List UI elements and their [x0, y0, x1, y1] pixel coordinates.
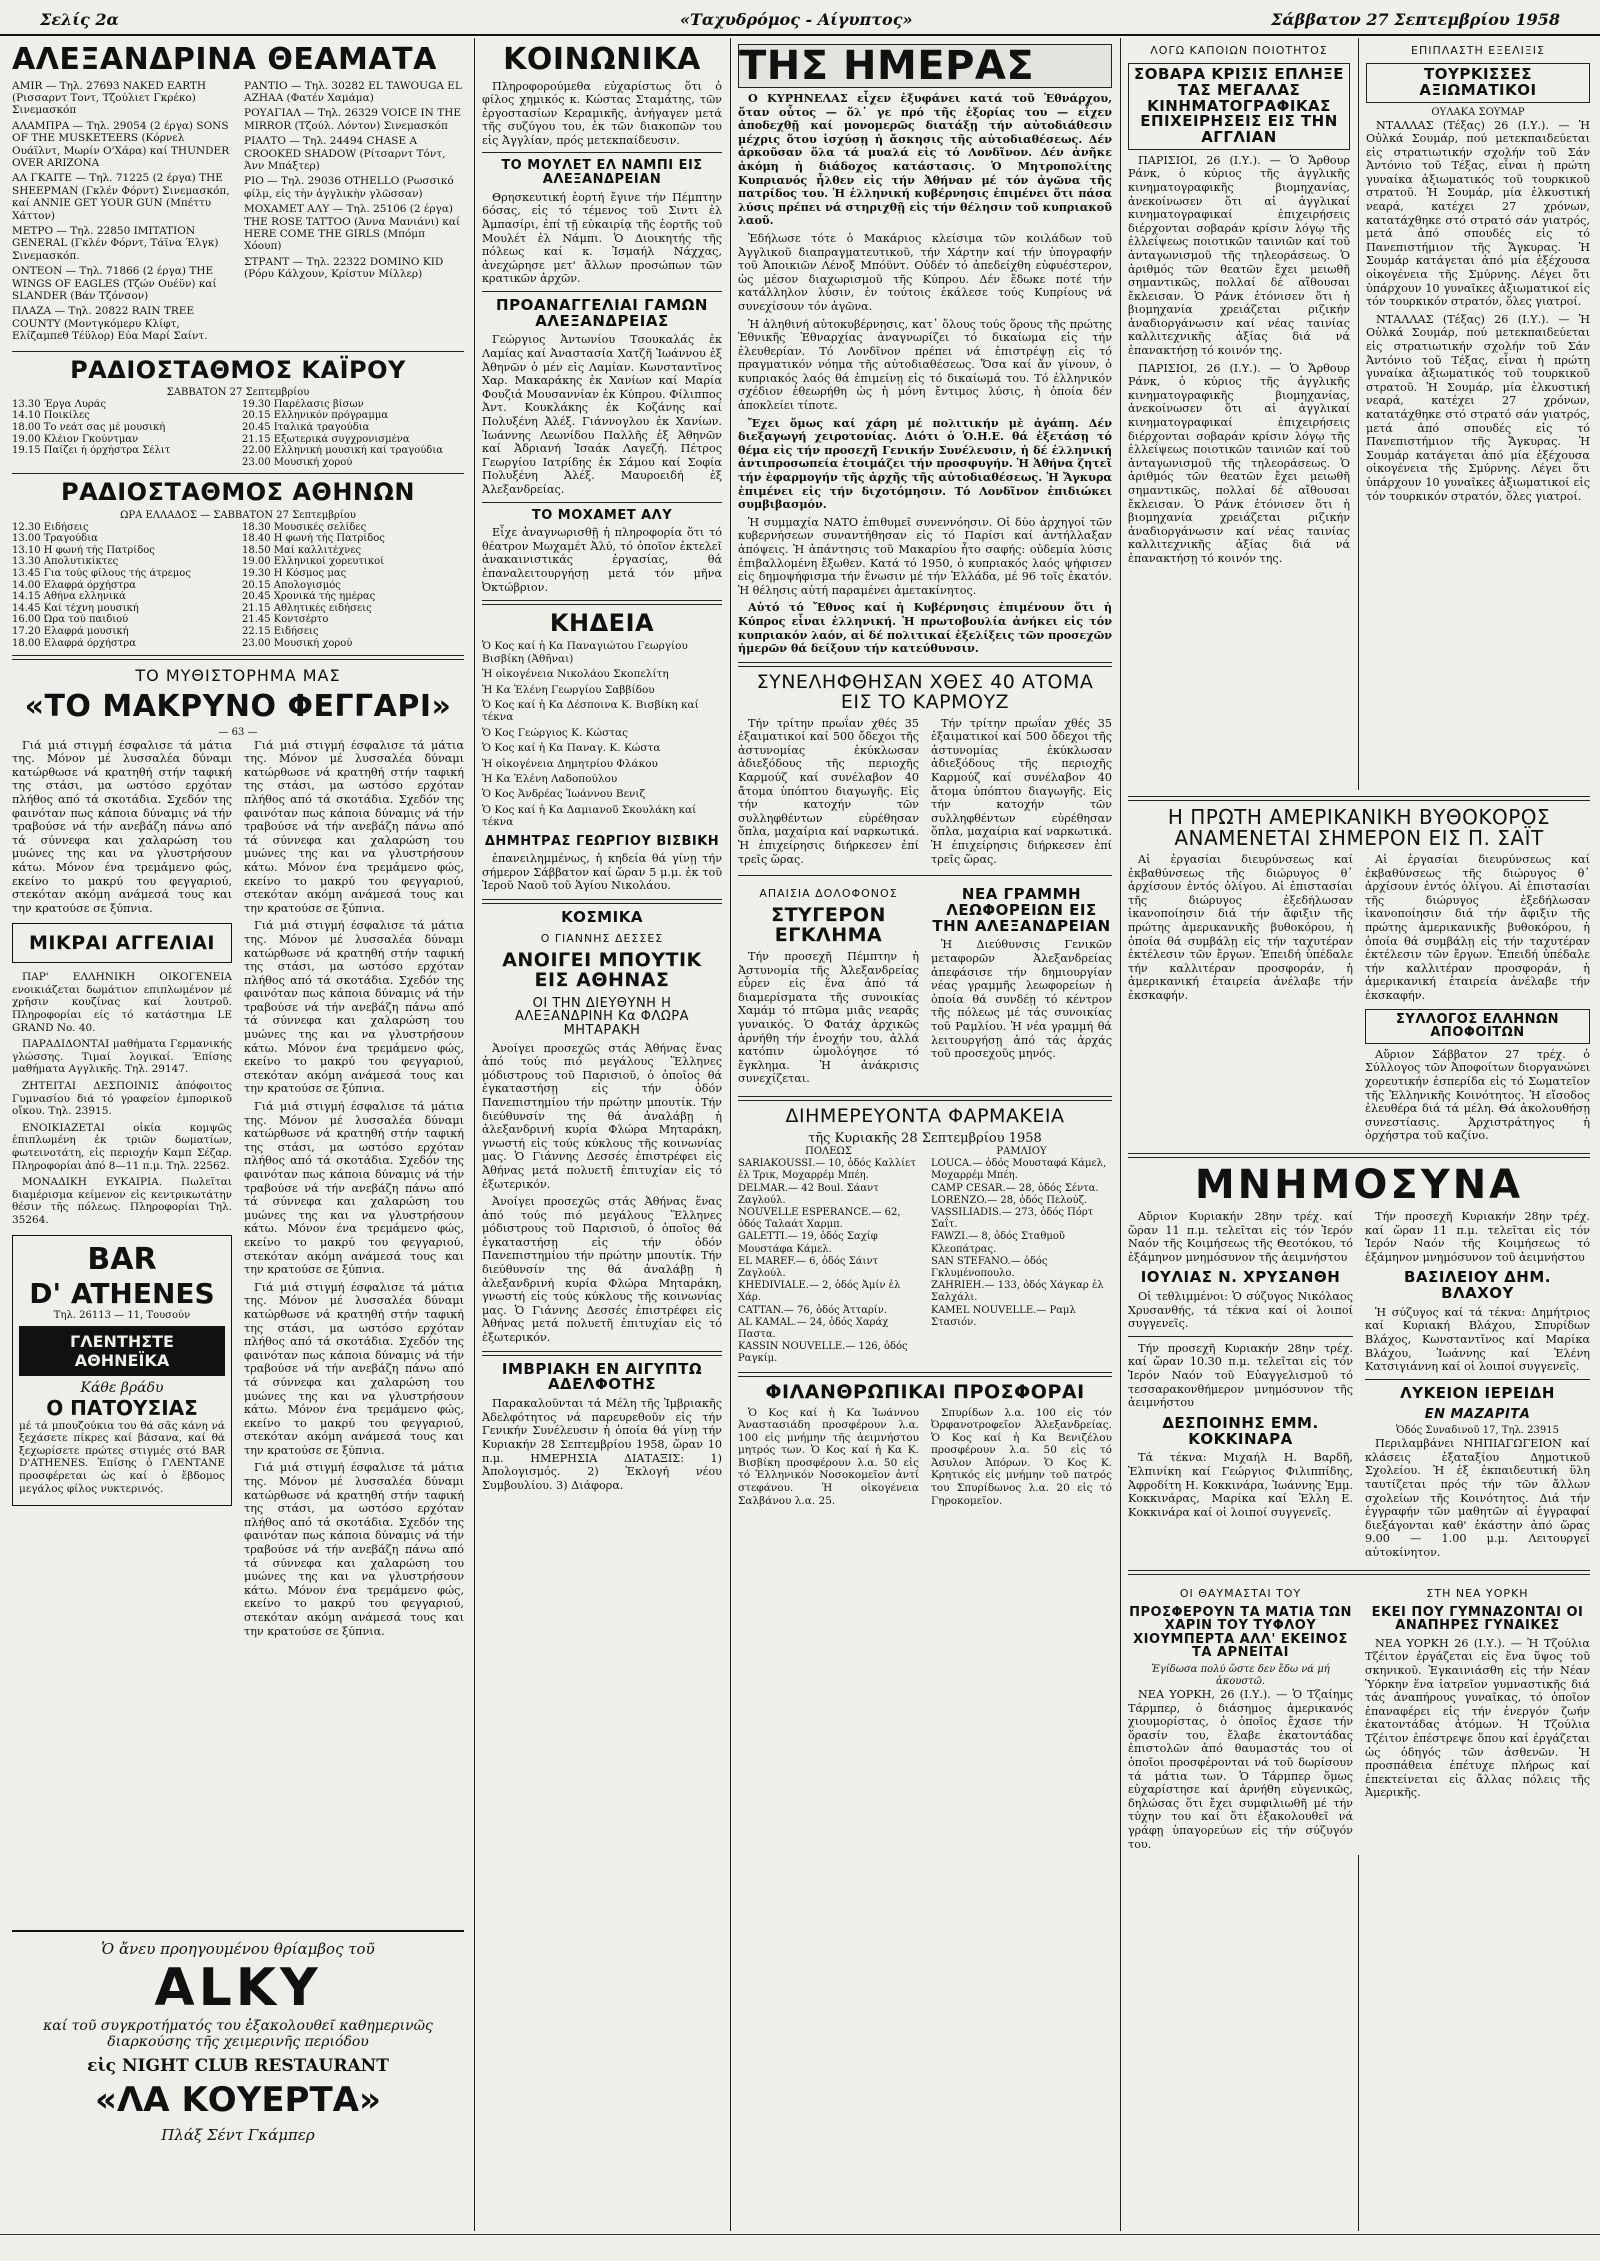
schedule-item: 13.00 Τραγούδια — [12, 533, 98, 545]
busline-title: ΝΕΑ ΓΡΑΜΜΗ ΛΕΩΦΟΡΕΙΩΝ ΕΙΣ ΤΗΝ ΑΛΕΞΑΝΔΡΕΙΑΝ — [932, 885, 1111, 935]
classifieds-box — [12, 923, 232, 963]
novel-title: «ΤΟ ΜΑΚΡΥΝΟ ΦΕΓΓΑΡΙ» — [24, 689, 452, 725]
memorial-name: ΙΟΥΛΙΑΣ Ν. ΧΡΥΣΑΝΘΗ — [1140, 1268, 1341, 1287]
cinema-listing: ΑΛ ΓΚΑΙΤΕ — Τηλ. 71225 (2 έργα) THE SHEEPMAN (Γκλέν Φόρντ) Σινεμασκόπ, καί ANNIE GET YOUR GUN (Μπέττυ Χάττον) — [12, 172, 230, 222]
radio-athens-title: ΡΑΔΙΟΣΤΑΘΜΟΣ ΑΘΗΝΩΝ — [61, 478, 415, 507]
schedule-item: 14.15 Αθήνα ελληνικά — [12, 591, 126, 603]
pharmacies-heading: ΠΟΛΕΩΣ — [805, 1145, 852, 1157]
novel-text-continued: Γιά μιά στιγμή έσφαλισε τά μάτια της. Μόνον μέ λυσσαλέα δύναμι κατώρθωσε νά κρατηθή στήν ταφική της στάσι, μα ωστόσο ερχόταν πλήθος από τά σκοτάδια. Σχεδόν της φαινόταν πως κάποια δύναμις νά τήν τραβούσε νά τήν ανεβάζη πάνω από τά σύννεφα και χαλαρώση του μυώνες της και να γλυστρήσουν κάτω. Μόνον ένα τρεμάμενο φώς, εκείνο το μακρύ του φεγγαριού, στεκόταν ακόμη ανάμεσά τους και την κρατούσε σε ξύπνια. — [244, 919, 464, 1096]
officers-text: ΝΤΑΛΛΑΣ (Τέξας) 26 (Ι.Υ.). — Ἡ Οὐλκά Σουμάρ, πού μετεκπαιδεύεται εἰς στρατιωτικήν σχολήν τοῦ Σάν Ἀντόνιο τοῦ Τέξας, εἶναι ἡ πρώτη γυναίκα ἀξιωματικός τοῦ τουρκικοῦ στρατοῦ. Ἡ Σουμάρ, μία ἐλκυστική νεαρά, κατέχει 27 χρόνων, κατατάχθηκε στό στρατό σάν γιατρός, μετά ἀπό σπουδές εἰς τό Πανεπιστήμιον τῆς Ἄγκυρας. Ἡ Σουμάρ κατάγεται ἀπό μία ἐξέχουσα οἰκογένεια τῆς Σμύρνης. Λέγει ὅτι ὑπάρχουν 10 γυναῖκες ἀξιωματικοί εἰς τόν τουρκικόν στρατόν, ὅλες γιατροί. — [1366, 312, 1590, 503]
society-title: ΚΟΣΜΙΚΑ — [561, 908, 643, 927]
schedule-item: 20.15 Ελληνικόν πρόγραμμα — [242, 410, 389, 422]
dessis-text: Ἀνοίγει προσεχῶς στάς Ἀθήνας ἕνας ἀπό τούς πιό μεγάλους Ἕλληνες μόδιστρους τοῦ Παρισιοῦ, ὁ ὁποῖος θά ἐγκαταστήσῃ εἰς τήν ὁδόν Πανεπιστημίου τήν πρώτην μπουτίκ. Τήν διεύθυνσίν της θά ἀναλάβῃ ἡ ἀλεξανδρινή κυρία Φλώρα Μηταράκη, γνωστή εἰς τούς κύκλους τῆς κοινωνίας μας. Ὁ Γιάννης Δεσσές ἐπιστρέφει εἰς Ἀθήνας μετά πολυετῆ ἐπιτυχίαν εἰς τό ἐξωτερικόν. — [482, 1041, 722, 1191]
schedule-item: 20.15 Απολογισμός — [242, 579, 341, 591]
cinema-listing: ΜΟΧΑΜΕΤ ΑΛΥ — Τηλ. 25106 (2 έργα) THE ROSE TATTOO (Άννα Μανιάνι) καί HERE COME THE GIRLS (Μπόμπ Χόουπ) — [244, 203, 461, 253]
officers-subtitle: ΟΥΛΑΚΑ ΣΟΥΜΑΡ — [1431, 106, 1525, 118]
imvrian-title: ΙΜΒΡΙΑΚΗ ΕΝ ΑΙΓΥΠΤΩ ΑΔΕΛΦΟΤΗΣ — [501, 1359, 703, 1394]
pharmacy: CATTAN.— 76, ὁδός Ἀτταρίν. — [738, 1304, 888, 1316]
pharmacy: SAN STEFANO.— ὁδός Γκλυμένοπουλο. — [931, 1255, 1048, 1279]
schedule-item: 18.30 Μουσικές σελίδες — [242, 521, 367, 533]
crisis-title: ΣΟΒΑΡΑ ΚΡΙΣΙΣ ΕΠΛΗΞΕ ΤΑΣ ΜΕΓΑΛΑΣ ΚΙΝΗΜΑΤΟΓΡΑΦΙΚΑΣ ΕΠΙΧΕΙΡΗΣΕΙΣ ΕΙΣ ΤΗΝ ΑΓΓΛΙΑΝ — [1128, 63, 1350, 150]
cinema-listing: ΟΝΤΕΟΝ — Τηλ. 71866 (2 έργα) THE WINGS OF EAGLES (Τζών Ουέϋν) καί SLANDER (Βάν Τζόνσον) — [12, 265, 217, 302]
charity-title: ΦΙΛΑΝΘΡΩΠΙΚΑΙ ΠΡΟΣΦΟΡΑΙ — [765, 1380, 1085, 1403]
novel-text-continued: Γιά μιά στιγμή έσφαλισε τά μάτια της. Μόνον μέ λυσσαλέα δύναμι κατώρθωσε νά κρατηθή στήν ταφική της στάσι, μα ωστόσο ερχόταν πλήθος από τά σκοτάδια. Σχεδόν της φαινόταν πως κάποια δύναμις νά τήν τραβούσε νά τήν ανεβάζη πάνω από τά σύννεφα και χαλαρώση του μυώνες της και να γλυστρήσουν κάτω. Μόνον ένα τρεμάμενο φώς, εκείνο το μακρύ του φεγγαριού, στεκόταν ακόμη ανάμεσά τους και την κρατούσε σε ξύπνια. — [244, 1461, 464, 1638]
pharmacy: FAWZI.— 8, ὁδός Σταθμοῦ Κλεοπάτρας. — [931, 1231, 1065, 1255]
schedule-item: 13.30 Έργα Λυράς — [12, 398, 107, 410]
charity-body — [738, 1407, 1112, 1512]
column-entertainment — [12, 38, 464, 2231]
funeral-name: ΔΗΜΗΤΡΑΣ ΓΕΩΡΓΙΟΥ ΒΙΣΒΙΚΗ — [484, 833, 720, 849]
pharmacy: LOUCA.— ὁδός Μουσταφά Κάμελ, Μοχαρρέμ Μπέη. — [931, 1158, 1107, 1182]
alumni-text: Αὔριον Σάββατον 27 τρέχ. ὁ Σύλλογος τῶν Ἀποφοίτων διοργανώνει χορευτικήν ἑσπερίδα εἰς τό Σωματεῖον τῆς Ἑλληνικῆς Κοινότητος. Ἡ εἴσοδος ἐλευθέρα διά τά μέλη. Θά ἀκολουθήσῃ συνεστίασις. Ἀρχιστράτηγος ἡ ὀρχήστρα τοῦ καζίνο. — [1365, 1047, 1590, 1143]
ad-line: εἰς NIGHT CLUB RESTAURANT — [87, 2056, 389, 2076]
editorial-text: Ἡ συμμαχία ΝΑΤΟ ἐπιθυμεῖ συνεννόησιν. Οἱ δύο ἀρχηγοί τῶν κυβερνήσεων συναντήθησαν εἰς τό Παρίσι καί ἀντήλλαξαν ἀπόψεις. Ἡ ἀπάντησις τοῦ Μακαρίου ἦτο σαφής: οὐδεμία λύσις ἐπιβαλλομένη ἔξωθεν. Κατά τό 1950, ὁ κυπριακός λαός ψήφισεν εἰς δημοψήφισμα τήν ἕνωσιν μέ τήν Ἑλλάδα, μέ 96 τοῖς ἑκατόν. Ἡ θέλησις αὐτή παραμένει ἀμετακίνητος. — [738, 515, 1112, 597]
schedule-item: 18.50 Μαί καλλιτέχνες — [242, 544, 362, 556]
pharmacy: GALETTI.— 19, ὁδός Σαχίφ Μουστάφα Κάμελ. — [738, 1231, 878, 1255]
funeral-family: Ἡ οἰκογένεια Δημητρίου Φλάκου — [482, 757, 658, 770]
masthead — [0, 6, 1600, 36]
memorial-text: Τήν προσεχῆ Κυριακήν 28ην τρέχ. καί ὥραν 10.30 π.μ. τελεῖται εἰς τόν Ἱερόν Ναόν τοῦ Εὐαγγελισμοῦ τό τεσσαρακονθήμερον μνημόσυνον τῆς ἀειμνήστου — [1128, 1341, 1353, 1410]
section-title-theatres: ΑΛΕΞΑΝΔΡΙΝΑ ΘΕΑΜΑΤΑ — [12, 42, 437, 77]
ny-kicker: ΣΤΗ ΝΕΑ ΥΟΡΚΗ — [1426, 1586, 1529, 1600]
column-rule — [474, 38, 475, 2231]
funeral-family: Ὁ Κος Γεώργιος Κ. Κώστας — [482, 726, 629, 739]
pharmacy: CAMP CESAR.— 28, ὁδός Σέντα. — [931, 1182, 1099, 1194]
schedule-item — [12, 457, 234, 469]
funeral-family: Ἡ Κα Ἑλένη Γεωργίου Σαββίδου — [482, 683, 655, 696]
crime-title: ΣΤΥΓΕΡΟΝ ΕΓΚΛΗΜΑ — [771, 904, 886, 947]
memorial-text: Αὔριον Κυριακήν 28ην τρέχ. καί ὥραν 11 π.μ. τελεῖται εἰς τόν Ἱερόν Ναόν τῆς Κοιμήσεως τῆς Θεοτόκου, τό ἑξάμηνον μνημόσυνον τῆς ἀειμνήστου — [1128, 1209, 1353, 1264]
dessis-subtitle: ΟΙ ΤΗΝ ΔΙΕΥΘΥΝΗ Η ΑΛΕΞΑΝΔΡΙΝΗ Κα ΦΛΩΡΑ ΜΗΤΑΡΑΚΗ — [514, 995, 690, 1038]
officers-kicker: ΕΠΙΠΛΑΣΤΗ ΕΞΕΛΙΞΙΣ — [1411, 44, 1545, 57]
cinema-listing: ΡΙΑΛΤΟ — Τηλ. 24494 CHASE A CROOKED SHADOW (Ρίτσαρντ Τόντ, Άνν Μπάξτερ) — [244, 135, 446, 172]
memorial-family: Τά τέκνα: Μιχαήλ Η. Βαρδῆ, Ἐλπινίκη καί Γεώργιος Φιλιππίδης, Ἀφροδίτη Η. Κοκκινάρα, Ἰωάννης Ἐμμ. Κοκκινάρας, Μαρίκα καί Ἐλλη Ε. Κοκκινάρα καί οἱ λοιποί συγγενεῖς. — [1128, 1451, 1353, 1519]
radio-cairo-schedule — [12, 399, 464, 469]
cinema-listings — [12, 80, 464, 346]
schedule-item: 18.00 Ελαφρά όρχήστρα — [12, 637, 136, 649]
schedule-item: 19.30 Παρέλασις βίσων — [242, 398, 364, 410]
pharmacy: SARIAKOUSSI.— 10, ὁδός Καλλίετ ἐλ Τρικ, Μοχαρρέμ Μπέη. — [738, 1158, 916, 1182]
pharmacies-subtitle: τῆς Κυριακῆς 28 Σεπτεμβρίου 1958 — [808, 1130, 1042, 1146]
ad-every-night: Κάθε βράδυ — [80, 1379, 164, 1396]
pharmacy: DELMAR.— 42 Boul. Σάαντ Ζαγλούλ. — [738, 1182, 879, 1206]
schedule-item: 13.45 Για τούς φίλους τής άτρεμος — [12, 567, 191, 579]
cinema-listing: ΑΛΑΜΠΡΑ — Τηλ. 29054 (2 έργα) SONS OF THE MUSKETEERS (Κόρνελ Ουάϊλντ, Μωρίν Ο'Χάρα) καί THUNDER OVER ARIZONA — [12, 119, 230, 169]
schedule-item: 16.00 Ώρα τού παιδιού — [12, 614, 129, 626]
officers-title: ΤΟΥΡΚΙΣΣΕΣ ΑΞΙΩΜΑΤΙΚΟΙ — [1366, 63, 1590, 103]
schedule-item: 19.30 Η Κόσμος μας — [242, 567, 347, 579]
memorial-name: ΔΕΣΠΟΙΝΗΣ ΕΜΜ. ΚΟΚΚΙΝΑΡΑ — [1162, 1413, 1319, 1448]
ny-text: ΝΕΑ ΥΟΡΚΗ 26 (Ι.Υ.). — Ἡ Τζούλια Τζέιτον ἐργάζεται εἰς ἕνα ὕψος τοῦ σκηνικοῦ. Ἐγκαινιάσθη εἰς τήν Νέαν Ὑόρκην ἕνα ἰατρεῖον γυμναστικῆς διά τάς ἀναπήρους γυναῖκας, τό ὁποῖον ἐπαναφέρει εἰς τήν ἐνεργόν ζωήν ἑκατοντάδας ἀτόμων. Ἡ Τζούλια Τζέιτον ἐπέστρεψε ὅπου καί ἐργάζεται ὡς ὁδηγός τῶν ἀσθενῶν. Ἡ προσπάθεια ἐπέτυχε πλήρως καί ἐπεκτείνεται εἰς ἄλλας πόλεις τῆς Ἀμερικῆς. — [1365, 1636, 1590, 1800]
schedule-item: 19.00 Ελληνικοί χορευτικοί — [242, 556, 385, 568]
weddings-text: Γεώργιος Ἀντωνίου Τσουκαλάς ἐκ Λαμίας καί Ἀναστασία Χατζῆ Ἰωάννου ἐξ Ἀθηνῶν ὁ μέν εἰς Λαμίαν. Κωνσταντῖνος Χαρ. Μακαράκης ἐκ Χανίων καί Μαρία Φουζιά Μουσαννίαν ἐκ Κύπρου. Φίλιππος Ἀντ. Κουκλάκης ἐκ Κοζάνης καί Πολυξένη Ἀλέξ. Γιάννογλου ἐκ Χανίων. Ἰωάννης Λεωνίδου Παλλῆς ἐξ Ἀθηνῶν καί Ἀδριανή Ἰσαάκ Λαγεζή. Πέτρος Γεωργίου Ιατρίδης ἐκ Σάμου καί Σοφία Πολυξένη Ἀλέξ. Μαυροειδή ἐξ Ἀλεξανδρείας. — [482, 333, 722, 496]
editorial-text: Ἡ ἀληθινή αὐτοκυβέρνησις, κατ᾿ ὅλους τούς ὅρους τῆς πρώτης Ἐθνικῆς Ἐθναρχίας ἀναγνωρίζει τό δικαίωμα εἰς τήν ἐλευθερίαν. Τό Λονδῖνον πρέπει νά ἐπιστρέψῃ εἰς τό πραγματικόν νόημα τῆς αὐτοδιαθέσεως. Ὅσα καί ἄν γίνουν, ὁ κυπριακός λαός θά ἐπιμείνῃ εἰς τό δικαίωμά του. Τό ἑλληνικόν σχέδιον ἐθεωρήθη ὡς ἡ μόνη ἔντιμος λύσις, ἡ ὁποία δέν ἀποκλείει τίποτε. — [738, 317, 1112, 413]
weddings-title: ΠΡΟΑΝΑΓΓΕΛΙΑΙ ΓΑΜΩΝ ΑΛΕΞΑΝΔΡΕΙΑΣ — [496, 295, 708, 330]
novel-text-continued: Γιά μιά στιγμή έσφαλισε τά μάτια της. Μόνον μέ λυσσαλέα δύναμι κατώρθωσε νά κρατηθή στήν ταφική της στάσι, μα ωστόσο ερχόταν πλήθος από τά σκοτάδια. Σχεδόν της φαινόταν πως κάποια δύναμις νά τήν τραβούσε νά τήν ανεβάζη πάνω από τά σύννεφα και χαλαρώση του μυώνες της και να γλυστρήσουν κάτω. Μόνον ένα τρεμάμενο φώς, εκείνο το μακρύ του φεγγαριού, στεκόταν ακόμη ανάμεσά τους και την κρατούσε σε ξύπνια. — [244, 1280, 464, 1457]
paper-name: «Ταχυδρόμος - Αίγυπτος» — [680, 10, 913, 29]
ad-line: καί τοῦ συγκροτήματός του ἐξακολουθεῖ καθημερινῶς διαρκούσης τῆς χειμερινῆς περιόδου — [43, 2018, 433, 2050]
cinema-listing: ΜΕΤΡΟ — Τηλ. 22850 IMITATION GENERAL (Γκλέν Φόρντ, Τάϊνα Έλγκ) Σινεμασκόπ. — [12, 224, 219, 262]
memorial-family: Οἱ τεθλιμμένοι: Ὁ σύζυγος Νικόλαος Χρυσανθής, τά τέκνα καί οἱ λοιποί συγγενεῖς. — [1128, 1290, 1353, 1331]
memorials-title: ΜΝΗΜΟΣΥΝΑ — [1194, 1161, 1524, 1208]
funeral-family: Ἡ Κα Ἑλένη Λαδοπούλου — [482, 772, 618, 785]
crisis-text: ΠΑΡΙΣΙΟΙ, 26 (Ι.Υ.). — Ὁ Ἄρθουρ Ράνκ, ὁ κύριος τῆς ἀγγλικῆς κινηματογραφικῆς βιομηχανίας, ἀνεκοίνωσεν ὅτι αἱ ἀγγλικαί κινηματογραφικαί ἐπιχειρήσεις διέρχονται σοβαράν κρίσιν λόγῳ τῆς ἐλλείψεως ποιοτικῶν ταινιῶν καί τοῦ ἀνταγωνισμοῦ τῆς τηλεοράσεως. Ὁ ἀριθμός τῶν θεατῶν ἔχει μειωθῆ σημαντικῶς, πολλαί δέ αἴθουσαι ἔκλεισαν. Ὁ Ράνκ ἐτόνισεν ὅτι ἡ βιομηχανία χρειάζεται ριζικήν ἀναδιοργάνωσιν καί νέας ταινίας καλλιτεχνικῆς ἀξίας διά νά ἐπανακτήσῃ τό κοινόν της. — [1128, 361, 1350, 565]
ad-title: D' ATHENES — [29, 1276, 215, 1310]
cinema-listing: ΡΟΥΑΓΙΑΛ — Τηλ. 26329 VOICE IN THE MIRROR (Τζούλ. Λόντον) Σινεμασκόπ — [244, 107, 462, 132]
schedule-item: 13.30 Απολυτικίκτες — [12, 556, 119, 568]
ny-title: ΕΚΕΙ ΠΟΥ ΓΥΜΝΑΖΟΝΤΑΙ ΟΙ ΑΝΑΠΗΡΕΣ ΓΥΝΑΙΚΕΣ — [1371, 1604, 1584, 1634]
memorials-body — [1128, 1210, 1590, 1564]
allay-title: ΤΟ ΜΟΧΑΜΕΤ ΑΛΥ — [531, 507, 673, 523]
dredger-body — [1128, 853, 1590, 1147]
moulet-text: Θρησκευτική ἑορτή ἔγινε τήν Πέμπτην 6όσας, εἰς τό τέμενος τοῦ Σιντι ἐλ Ἀμπασίρι, ἐπί τῇ εὐκαιρίᾳ τῆς ἑορτῆς τοῦ Μουλέτ ἐλ Νάμπι. Ὁ Διοικητής τῆς πόλεως καί κ. Ἰσμαήλ Νάχχας, ἀνεχώρησε μετ' ἄλλων προσώπων τῶν κρατικῶν ἀρχῶν. — [482, 190, 722, 286]
ad-banner: ΓΛΕΝΤΗΣΤΕ ΑΘΗΝΕΪΚΑ — [19, 1326, 225, 1376]
section-title-of-the-day: ΤΗΣ ΗΜΕΡΑΣ — [738, 44, 1112, 88]
pharmacies-title: ΔΙΗΜΕΡΕΥΟΝΤΑ ΦΑΡΜΑΚΕΙΑ — [785, 1104, 1065, 1127]
ad-title: BAR — [87, 1241, 157, 1277]
schedule-item: 17.20 Ελαφρά μουσική — [12, 625, 129, 637]
crisis-kicker: ΛΟΓΩ ΚΑΠΟΙΩΝ ΠΟΙΟΤΗΤΟΣ — [1150, 44, 1328, 57]
radio-athens-schedule — [12, 522, 464, 650]
eyes-kicker: ΟΙ ΘΑΥΜΑΣΤΑΙ ΤΟΥ — [1179, 1586, 1302, 1600]
pharmacy: KHEDIVIALE.— 2, ὁδός Ἀμίν ἐλ Χάρ. — [738, 1280, 901, 1304]
pharmacies-heading: ΡΑΜΛΙΟΥ — [996, 1145, 1047, 1157]
memorial-name: ΒΑΣΙΛΕΙΟΥ ΔΗΜ. ΒΛΑΧΟΥ — [1404, 1268, 1551, 1303]
charity-text: Σπυρίδων λ.α. 100 εἰς τόν Ὀρφανοτροφεῖον Ἀλεξανδρείας. Ὁ Κος καί ἡ Κα Βενιζέλου προσφέρουν λ.α. 50 εἰς τό Ἀσυλον Ἀπόρων. Ὁ Κος Κ. Κρητικός εἰς μνήμην τοῦ πατρός του Σπυρίδωνος λ.α. 20 εἰς τό Γηροκομεῖον. — [931, 1406, 1112, 1507]
schedule-item: 22.00 Ελληνική μουσική καί τραγούδια — [242, 445, 443, 457]
arrests-title: ΣΥΝΕΛΗΦΘΗΣΑΝ ΧΘΕΣ 40 ΑΤΟΜΑ ΕΙΣ ΤΟ ΚΑΡΜΟΥΖ — [756, 670, 1094, 713]
funeral-family: Ὁ Κος καί ἡ Κα Δαμιανοῦ Σκουλάκη καί τέκνα — [482, 803, 697, 829]
funeral-family: Ἡ οἰκογένεια Νικολάου Σκοπελίτη — [482, 668, 669, 681]
schedule-item: 23.00 Μουσική χορού — [242, 456, 353, 468]
crisis-text: ΠΑΡΙΣΙΟΙ, 26 (Ι.Υ.). — Ὁ Ἄρθουρ Ράνκ, ὁ κύριος τῆς ἀγγλικῆς κινηματογραφικῆς βιομηχανίας, ἀνεκοίνωσεν ὅτι αἱ ἀγγλικαί κινηματογραφικαί ἐπιχειρήσεις διέρχονται σοβαράν κρίσιν λόγῳ τῆς ἐλλείψεως ποιοτικῶν ταινιῶν καί τοῦ ἀνταγωνισμοῦ τῆς τηλεοράσεως. Ὁ ἀριθμός τῶν θεατῶν ἔχει μειωθῆ σημαντικῶς, πολλαί δέ αἴθουσαι ἔκλεισαν. Ὁ Ράνκ ἐτόνισεν ὅτι ἡ βιομηχανία χρειάζεται ριζικήν ἀναδιοργάνωσιν καί νέας ταινίας καλλιτεχνικῆς ἀξίας διά νά ἐπανακτήσῃ τό κοινόν της. — [1128, 153, 1350, 358]
schedule-item: 18.40 Η φωνή τής Πατρίδος — [242, 533, 385, 545]
lyceum-address: Ὁδός Συναδινοῦ 17, Τηλ. 23915 — [1396, 1425, 1559, 1437]
schedule-item: 23.00 Μουσική χορού — [242, 637, 353, 649]
classified-ad: ΜΟΝΑΔΙΚΗ ΕΥΚΑΙΡΙΑ. Πωλεῖται διαμέρισμα κείμενον εἰς κεντρικωτάτην θέσιν τῆς πόλεως. Πληροφορίαι Τηλ. 35264. — [12, 1176, 232, 1226]
classified-ad: ΠΑΡΑΔΙΔΟΝΤΑΙ μαθήματα Γερμανικής γλώσσης. Τιμαί λογικαί. Έπίσης μαθήματα Αγγλικῆς. Τηλ. 29147. — [12, 1038, 232, 1076]
section-wide-right — [1128, 790, 1590, 1855]
schedule-item: 19.15 Παίζει ή όρχήστρα Σέλιτ — [12, 445, 171, 457]
busline-text: Ἡ Διεύθυνσις Γενικῶν μεταφορῶν Ἀλεξανδρείας ἀπεφάσισε τήν δημιουργίαν νέας γραμμῆς λεωφορείων ἡ ὁποία θά συνδέῃ τό κέντρον τῆς πόλεως μέ τάς συνοικίας τοῦ Ραμλίου. Ἡ νέα γραμμή θά λειτουργήσῃ ἀπό τάς ἀρχάς τοῦ προσεχοῦς μηνός. — [931, 938, 1112, 1061]
crime-text: Τήν προσεχῆ Πέμπτην ἡ Ἀστυνομία τῆς Ἀλεξανδρείας εὗρεν εἰς ἕνα ἀπό τά διαμερίσματα τῆς συνοικίας Χαμάμ τό πτῶμα μιᾶς νεαρᾶς γυναικός. Ὁ Φατάχ ἀρχικῶς ἀρνήθη τήν ἐνοχήν του, ἀλλά κατόπιν ὡμολόγησε τό ἔγκλημα. Ἡ ἀνάκρισις συνεχίζεται. — [738, 950, 919, 1086]
pharmacy: ZAHRIEH.— 133, ὁδός Χάγκαρ ἐλ Σαλχάλι. — [931, 1280, 1104, 1304]
dredger-title: Η ΠΡΩΤΗ ΑΜΕΡΙΚΑΝΙΚΗ ΒΥΘΟΚΟΡΟΣ ΑΝΑΜΕΝΕΤΑΙ ΣΗΜΕΡΟΝ ΕΙΣ Π. ΣΑΪΤ — [1167, 805, 1551, 850]
novel-text: Γιά μιά στιγμή έσφαλισε τά μάτια της. Μόνον μέ λυσσαλέα δύναμι κατώρθωσε νά κρατηθή στήν ταφική της στάσι, μα ωστόσο ερχόταν πλήθος από τά σκοτάδια. Σχεδόν της φαινόταν πως κάποια δύναμις νά τήν τραβούσε νά τήν ανεβάζη πάνω από τά σύννεφα και χαλαρώση του μυώνες της και να γλυστρήσουν κάτω. Μόνον ένα τρεμάμενο φώς, εκείνο το μακρύ του φεγγαριού, στεκόταν ακόμη ανάμεσά τους και την κρατούσε σε ξύπνια. — [12, 738, 232, 915]
schedule-item: 19.00 Κλέιον Γκούντμαν — [12, 433, 139, 445]
radio-cairo-date: ΣΑΒΒΑΤΟΝ 27 Σεπτεμβρίου — [166, 386, 310, 398]
schedule-item: 21.15 Αθλητικές ειδήσεις — [242, 602, 372, 614]
column-rule — [1120, 38, 1121, 2231]
novel-and-ads — [12, 739, 464, 1643]
ad-performer: Ο ΠΑΤΟΥΣΙΑΣ — [46, 1395, 198, 1420]
pharmacy: EL MAREF.— 6, ὁδός Σάιντ Ζαγλούλ. — [738, 1255, 879, 1279]
officers-text: ΝΤΑΛΛΑΣ (Τέξας) 26 (Ι.Υ.). — Ἡ Οὐλκά Σουμάρ, πού μετεκπαιδεύεται εἰς στρατιωτικήν σχολήν τοῦ Σάν Ἀντόνιο τοῦ Τέξας, εἶναι ἡ πρώτη γυναίκα ἀξιωματικός τοῦ τουρκικοῦ στρατοῦ. Ἡ Σουμάρ, μία ἐλκυστική νεαρά, κατέχει 27 χρόνων, κατατάχθηκε στό στρατό σάν γιατρός, μετά ἀπό σπουδές εἰς τό Πανεπιστήμιον τῆς Ἄγκυρας. Ἡ Σουμάρ κατάγεται ἀπό μία ἐξέχουσα οἰκογένεια τῆς Σμύρνης. Λέγει ὅτι ὑπάρχουν 10 γυναῖκες ἀξιωματικοί εἰς τόν τουρκικόν στρατόν, ὅλες γιατροί. — [1366, 118, 1590, 309]
crime-and-busline — [738, 881, 1112, 1090]
funeral-family: Ὁ Κος καί ἡ Κα Δέσποινα Κ. Βισβίκη καί τέκνα — [482, 698, 699, 724]
eyes-title: ΠΡΟΣΦΕΡΟΥΝ ΤΑ ΜΑΤΙΑ ΤΩΝ ΧΑΡΙΝ ΤΟΥ ΤΥΦΛΟΥ ΧΙΟΥΜΠΕΡΤΑ ΑΛΛ' ΕΚΕΙΝΟΣ ΤΑ ΑΡΝΕΙΤΑΙ — [1129, 1604, 1352, 1661]
ad-address: Πλάξ Σέντ Γκάμπερ — [161, 2126, 315, 2144]
charity-text: Ὁ Κος καί ἡ Κα Ἰωάννου Ἀναστασιάδη προσφέρουν λ.α. 100 εἰς μνήμην τῆς ἀειμνήστου μητρός των. Ὁ Κος καί ἡ Κα Κ. Βισβίκη προσφέρουν λ.α. 50 εἰς τό Ἑλληνικόν Νοσοκομεῖον ἀντί στεφάνου. Ἡ οἰκογένεια Σαλβάνου λ.α. 25. — [738, 1406, 919, 1507]
page-footer — [0, 2234, 1600, 2261]
classified-ad: ΠΑΡ' ΕΛΛΗΝΙΚΗ ΟΙΚΟΓΕΝΕΙΑ ενοικιάζεται δωμάτιον επιπλωμένον μέ χρῆσιν κουζίνας καί λουτροῦ. Πληροφορίαι είς τό κατάστημα LE GRAND No. 40. — [12, 971, 232, 1034]
crime-kicker: ΑΠΑΙΣΙΑ ΔΟΛΟΦΟΝΟΣ — [759, 887, 898, 901]
pharmacy: KASSIN NOUVELLE.— 126, ὁδός Ραγκίμ. — [738, 1341, 908, 1365]
column-rule — [730, 38, 731, 2231]
novel-kicker: ΤΟ ΜΥΘΙΣΤΟΡΗΜΑ ΜΑΣ — [135, 666, 341, 686]
editorial-text: Ἐδήλωσε τότε ὁ Μακάριος κλείσιμα τῶν κοιλάδων τοῦ Ἀγγλικοῦ διαπραγματευτικοῦ, τήν Χάρτην καί τήν ὑπογραφήν τοῦ Ἀποικιῶν Λένοξ Μπόϋντ. Οὐδέν τό ἀπεδείχθη εὐφυέστερον, ὡς μέσον διαχωρισμοῦ τῆς Κύπρου. Δέν ἔδωκε ποτέ τήν κατάλληλον λύσιν, ἐν τούτοις ἐκάλεσε τούς Κυπρίους νά συνεχίσουν τόν ἀγῶνα. — [738, 231, 1112, 313]
page-number: Σελίς 2α — [40, 10, 119, 29]
pharmacy: KAMEL NOUVELLE.— Ραμλ Στασιόν. — [931, 1304, 1076, 1328]
pharmacy: VASSILIADIS.— 273, ὁδός Πόρτ Σαΐτ. — [931, 1206, 1094, 1231]
moulet-title: ΤΟ ΜΟΥΛΕΤ ΕΛ ΝΑΜΠΙ ΕΙΣ ΑΛΕΞΑΝΔΡΕΙΑΝ — [501, 158, 703, 188]
lyceum-title: ΛΥΚΕΙΟΝ ΙΕΡΕΙΔΗ — [1400, 1383, 1555, 1402]
column-of-the-day — [738, 38, 1112, 2231]
alky-ad — [12, 1930, 464, 2232]
dessis-title: ΑΝΟΙΓΕΙ ΜΠΟΥΤΙΚ ΕΙΣ ΑΘΗΝΑΣ — [502, 948, 702, 991]
schedule-item: 13.10 Η φωνή τής Πατρίδος — [12, 544, 155, 556]
novel-text-continued: Γιά μιά στιγμή έσφαλισε τά μάτια της. Μόνον μέ λυσσαλέα δύναμι κατώρθωσε νά κρατηθή στήν ταφική της στάσι, μα ωστόσο ερχόταν πλήθος από τά σκοτάδια. Σχεδόν της φαινόταν πως κάποια δύναμις νά τήν τραβούσε νά τήν ανεβάζη πάνω από τά σύννεφα και χαλαρώση του μυώνες της και να γλυστρήσουν κάτω. Μόνον ένα τρεμάμενο φώς, εκείνο το μακρύ του φεγγαριού, στεκόταν ακόμη ανάμεσά τους και την κρατούσε σε ξύπνια. — [244, 738, 464, 915]
novel-instalment: — 63 — — [218, 726, 258, 738]
schedule-item: 14.00 Ελαφρά όρχήστρα — [12, 579, 136, 591]
radio-cairo-title: ΡΑΔΙΟΣΤΑΘΜΟΣ ΚΑΪΡΟΥ — [70, 355, 406, 384]
arrests-text: Τήν τρίτην πρωΐαν χθές 35 ἐξαιματικοί καί 500 ὄδεχοι τῆς ἀστυνομίας ἐκύκλωσαν ἀδιεξόδους τῆς περιοχῆς Καρμούζ καί συνέλαβον 40 ἄτομα ὑπόπτου διαγωγῆς. Εἰς τήν κατοχήν τῶν συλληφθέντων εὑρέθησαν ὅπλα, μαχαίρια καί ναρκωτικά. Ἡ ἐπιχείρησις διήρκεσεν ἐπί τρεῖς ὥρας. — [931, 716, 1112, 866]
issue-date: Σάββατον 27 Σεπτεμβρίου 1958 — [1271, 10, 1560, 29]
schedule-item: 18.00 Το νεάτ σας μέ μουσική — [12, 422, 166, 433]
classifieds-title: ΜΙΚΡΑΙ ΑΓΓΕΛΙΑΙ — [29, 932, 215, 955]
memorial-text: Τήν προσεχῆ Κυριακήν 28ην τρέχ. καί ὥραν 11 π.μ. τελεῖται εἰς τόν Ἱερόν Ναόν τῆς Κοιμήσεως τό ἑξάμηνον μνημόσυνον τοῦ ἀειμνήστου — [1365, 1209, 1590, 1264]
section-title-society: ΚΟΙΝΩΝΙΚΑ — [503, 42, 701, 77]
ad-text: μέ τά μπουζούκια του θά σᾶς κάνη νά ξεχάσετε πίκρες καί βάσανα, καί θά ξεχωρίσετε πρώτες στιγμές στό BAR D'ATHENES. Ἐπίσης ὁ ΓΛΕΝΤΑΝΕ προσφέρεται ὡς καί ὁ ἔβδομος μεγάλος φίλος νυκτερινός. — [19, 1419, 225, 1495]
classified-ad: ΕΝΟΙΚΙΑΖΕΤΑΙ οἰκία κομψῶς ἐπιπλωμένη ἐκ τριῶν δωματίων, φωτεινοτάτη, εἰς περιοχήν Καμπ Σέζαρ. Πληροφορίαι ἀπό 8—11 π.μ. Τηλ. 22562. — [12, 1121, 232, 1172]
schedule-item: 20.45 Χρονικά τής ημέρας — [242, 591, 376, 603]
editorial-text: Ο ΚΥΡΗΝΕΛΑΣ εἶχεν ἐξυφάνει κατά τοῦ Ἐθνάρχου, ὅταν οὗτος — ὅλ᾿ γε πρό τῆς ἐξορίας του — εἶχεν ἀποδεχθῇ καί μονομερῶς διατάξῃ τήν αὐτοδιάθεσιν μέχρις ὅτου ἰσχύσῃ ἡ ἄσκησις τῆς αὐτοδιαθέσεως. Δέν ἀρκοῦσαν ὅλα τά μυαλά εἰς τό Λονδῖνον. Δέν ἀνῆκε ἀκόμη ἡ διάδοχος κατάστασις. Ὁ Μητροπολίτης Κυπριανός ἦλθεν εἰς τήν Ἀθήναν μέ τόν ἀγῶνα τῆς πατρίδος του. Ἡ ἑλληνική κυβέρνησις ἐπιμένει ὅτι πάσα λύσις πρέπει νά στηριχθῇ εἰς τήν θέλησιν τοῦ κυπριακοῦ λαοῦ. — [738, 91, 1112, 228]
arrests-body — [738, 717, 1112, 871]
dredger-text: Αἱ ἐργασίαι διευρύνσεως καί ἐκβαθύνσεως τῆς διώρυγος θ᾿ ἀρχίσουν ἐντός ὀλίγου. Αἱ ἐπιστασίαι τῆς διώρυγος ἐξεδήλωσαν ἱκανοποίησιν διά τήν ἄφιξιν τῆς πρώτης ἀμερικανικῆς βυθοκόρου, ἡ ὁποία θά συμβάλῃ εἰς τήν ταχυτέραν ἐκτέλεσιν τῶν ἔργων. Ἐπειδή ὑπέδαλε τήν καλλιτέραν προσφοράν, ἡ ἀμερικανική ἑταιρεία ἀνέλαβε τήν ἐκσκαφήν. — [1128, 853, 1353, 1002]
eyes-quote: Ἐγίδωσα πολύ ὥστε δεν ἔδω νά μή ἀκουστῶ. — [1151, 1664, 1330, 1688]
schedule-item: 20.45 Ιταλικά τραγούδια — [242, 422, 370, 433]
schedule-item: 22.15 Ειδήσεις — [242, 625, 319, 637]
pharmacy: AL KAMAL.— 24, ὁδός Χαράχ Παστα. — [738, 1316, 889, 1340]
allay-text: Εἶχε ἀναγνωρισθῇ ἡ πληροφορία ὅτι τό θέατρον Μωχαμέτ Ἀλύ, τό ὁποῖον ἐκτελεῖ ἀνακαινιστικάς ἐργασίας, θά ἐπαναλειτουργήσῃ μετά τόν μῆνα Ὀκτώβριον. — [482, 526, 722, 594]
column-turkish-officers — [1366, 38, 1590, 788]
pharmacy: NOUVELLE ESPERANCE.— 62, ὁδός Ταλαάτ Χαρμπ. — [738, 1206, 901, 1231]
ad-line: Ὁ ἄνευ προηγουμένου θρίαμβος τοῦ — [101, 1940, 375, 1958]
radio-athens-date: ΩΡΑ ΕΛΛΑΔΟΣ — ΣΑΒΒΑΤΟΝ 27 Σεπτεμβρίου — [120, 509, 356, 521]
eyes-text: ΝΕΑ ΥΟΡΚΗ, 26 (Ι.Υ.). — Ὁ Τζαίημς Τάρμπερ, ὁ διάσημος ἀμερικανός χιουμορίστας, ὁ ὁποῖος ἔχασε τήν ὅρασίν του, ἔλαβε ἑκατοντάδας ἐπιστολῶν ἀπό θαυμαστάς του οἱ ὁποῖοι προσφέρονται νά τοῦ δωρίσουν τά μάτια των. Ὁ Τάρμπερ ὅμως εὐχαρίστησε καί ἀρνήθη εὐγενικῶς, δηλώσας ὅτι ἔχει συμφιλιωθῆ μέ τήν τύχην του καί ὅτι ἐξακολουθεῖ νά γράφῃ ὑπαγορεύων εἰς τήν σύζυγόν του. — [1128, 1688, 1353, 1851]
dessis-text: Ἀνοίγει προσεχῶς στάς Ἀθήνας ἕνας ἀπό τούς πιό μεγάλους Ἕλληνες μόδιστρους τοῦ Παρισιοῦ, ὁ ὁποῖος θά ἐγκαταστήσῃ εἰς τήν ὁδόν Πανεπιστημίου τήν πρώτην μπουτίκ. Τήν διεύθυνσίν της θά ἀναλάβῃ ἡ ἀλεξανδρινή κυρία Φλώρα Μηταράκη, γνωστή εἰς τούς κύκλους τῆς κοινωνίας μας. Ὁ Γιάννης Δεσσές ἐπιστρέφει εἰς Ἀθήνας μετά πολυετῆ ἐπιτυχίαν εἰς τό ἐξωτερικόν. — [482, 1195, 722, 1345]
funeral-family: Ὁ Κος Ἀνδρέας Ἰωάννου Βενιζ — [482, 788, 646, 801]
funeral-text: ἐπανειλημμένως, ἡ κηδεία θά γίνῃ τήν σήμερον Σάββατον καί ὥραν 5 μ.μ. ἐκ τοῦ Ἱεροῦ Ναοῦ τοῦ Ἁγίου Νικολάου. — [482, 852, 722, 893]
editorial-text: Ἔχει ὅμως καί χάρη μέ πολιτικήν μὲ ἀγάπη. Δέν διεξαγωγή χειροτονίας. Διότι ὁ Ὁ.Η.Ε. θά ἐξετάσῃ τό θέμα εἰς τήν προσεχῆ Γενικήν Συνέλευσιν, ἡ δέ ἑλληνική ἀντιπροσωπεία ἐτοιμάζει τήν προσφυγήν. Ἡ Ἀθήνα ζητεῖ τήν ἐφαρμογήν τῆς ἀρχῆς τῆς αὐτοδιαθέσεως. Ἡ Ἄγκυρα ἐπιμένει εἰς τήν διχοτόμησιν. Τό Λονδῖνον ἐπιδιώκει συμβιβασμόν. — [738, 415, 1112, 512]
lyceum-text: Περιλαμβάνει ΝΗΠΙΑΓΩΓΕΙΟΝ καί κλάσεις ἑξαταξίου Δημοτικοῦ Σχολείου. Ἡ ἐξ ἐκπαιδευτική ὕλη ταυτίζεται πρός τήν τῶν ἄλλων σχολείων τῆς Κοινότητος. Διά τήν ἐγγραφήν τῶν μαθητῶν αἱ ἐγγραφαί διεξάγονται καθ' ἑκάστην ἀπό ὥρας 9.00 — 1.00 μ.μ. Λειτουργεῖ αὐτοκίνητον. — [1365, 1437, 1590, 1559]
ad-phone: Τηλ. 26113 — 11, Τουσούν — [53, 1309, 191, 1321]
schedule-item: 21.45 Κοντσέρτο — [242, 614, 329, 626]
memorial-family: Ἡ σύζυγος καί τά τέκνα: Δημήτριος καί Κυριακή Βλάχου, Σπυρίδων Βλάχος, Κωνσταντῖνος καί Μαρίκα Βλάχου, Ἰωάννης καί Ἑλένη Κατσιγιάννη καί οἱ λοιποί συγγενεῖς. — [1365, 1305, 1590, 1374]
schedule-item: 12.30 Ειδήσεις — [12, 521, 89, 533]
classified-ad: ΖΗΤΕΙΤΑΙ ΔΕΣΠΟΙΝΙΣ ἀπόφοιτος Γυμνασίου διά τό γραφείον ἐμπορικοῦ οἴκου. Τηλ. 23915. — [12, 1080, 232, 1118]
editorial-text: Αὐτό τό Ἔθνος καί ἡ Κυβέρνησις ἐπιμένουν ὅτι ἡ Κύπρος εἶναι ἑλληνική. Ἡ πρωτοβουλία ἀνήκει εἰς τόν κυπριακόν λαόν, αἱ δέ πολιτικαί ἐξελίξεις τῶν προσεχῶν ἡμερῶν θά δείξουν τήν κατεύθυνσιν. — [738, 600, 1112, 656]
dredger-text: Αἱ ἐργασίαι διευρύνσεως καί ἐκβαθύνσεως τῆς διώρυγος θ᾿ ἀρχίσουν ἐντός ὀλίγου. Αἱ ἐπιστασίαι τῆς διώρυγος ἐξεδήλωσαν ἱκανοποίησιν διά τήν ἄφιξιν τῆς πρώτης ἀμερικανικῆς βυθοκόρου, ἡ ὁποία θά συμβάλῃ εἰς τήν ταχυτέραν ἐκτέλεσιν τῶν ἔργων. Ἐπειδή ὑπέδαλε τήν καλλιτέραν προσφοράν, ἡ ἀμερικανική ἑταιρεία ἀνέλαβε τήν ἐκσκαφήν. — [1365, 853, 1590, 1002]
schedule-item: 14.10 Ποικίλες — [12, 410, 90, 422]
society-intro: Πληροφορούμεθα εὐχαρίστως ὅτι ὁ φίλος χημικός κ. Κώστας Σταμάτης, τῶν ἐργοστασίων Κεραμικῆς, ἀνήγαγεν μετά τῆς συζύγου του, ἐκ τῶν διακοπῶν του εἰς Ἀγγλίαν, πρός μετεκπαίδευσιν. — [482, 79, 722, 147]
dessis-kicker: Ο ΓΙΑΝΝΗΣ ΔΕΣΣΕΣ — [540, 931, 664, 945]
ad-name: ALKY — [154, 1958, 322, 2018]
bar-athenes-ad — [12, 1235, 232, 1507]
cinema-listing: AMIR — Τηλ. 27693 NAKED EARTH (Ρισσαρντ Τοντ, Τζούλιετ Γκρέκο) Σινεμασκόπ — [12, 79, 207, 117]
pharmacy: LORENZO.— 28, ὁδός Πελούζ. — [931, 1194, 1088, 1206]
pharmacies-list — [738, 1146, 1112, 1366]
cinema-listing: ΠΛΑΖΑ — Τηλ. 20822 RAIN TREE COUNTY (Μοντγκόμερυ Κλίφτ, Ελίζαμπεθ Τέϋλορ) Εύα Μαρί Σαίντ. — [12, 305, 208, 343]
funeral-family: Ὁ Κος καί ἡ Κα Παναγιώτου Γεωργίου Βισβίκη (Ἀθῆναι) — [482, 640, 688, 665]
cinema-listing: ΡΑΝΤΙΟ — Τηλ. 30282 EL TAWOUGA EL AZHAA (Φατέν Χαμάμα) — [244, 79, 462, 104]
funerals-title: ΚΗΔΕΙΑ — [549, 609, 655, 638]
schedule-item: 21.15 Εξωτερικά συγχρονισμένα — [242, 433, 410, 445]
novel-text-continued: Γιά μιά στιγμή έσφαλισε τά μάτια της. Μόνον μέ λυσσαλέα δύναμι κατώρθωσε νά κρατηθή στήν ταφική της στάσι, μα ωστόσο ερχόταν πλήθος από τά σκοτάδια. Σχεδόν της φαινόταν πως κάποια δύναμις νά τήν τραβούσε νά τήν ανεβάζη πάνω από τά σύννεφα και χαλαρώση του μυώνες της και να γλυστρήσουν κάτω. Μόνον ένα τρεμάμενο φώς, εκείνο το μακρύ του φεγγαριού, στεκόταν ακόμη ανάμεσά τους και την κρατούσε σε ξύπνια. — [244, 1100, 464, 1277]
schedule-item: 14.45 Καί τέχνη μουσική — [12, 602, 139, 614]
imvrian-text: Παρακαλοῦνται τά Μέλη τῆς Ἰμβριακῆς Ἀδελφότητος νά παρευρεθοῦν εἰς τήν Γενικήν Συνέλευσιν ἡ ὁποία θά γίνῃ τήν Κυριακήν 28 Σεπτεμβρίου 1958, ὥραν 10 π.μ. ΗΜΕΡΗΣΙΑ ΔΙΑΤΑΞΙΣ: 1) Ἀπολογισμός. 2) Ἐκλογή νέου Συμβουλίου. 3) Διάφορα. — [482, 1397, 722, 1492]
cinema-listing: ΣΤΡΑΝΤ — Τηλ. 22322 DOMINO KID (Ρόρυ Κάλχουν, Κρίστυν Μίλλερ) — [244, 255, 444, 281]
lyceum-subtitle: ΕΝ ΜΑΖΑΡΙΤΑ — [1424, 1406, 1531, 1422]
cinema-listing: ΡΙΟ — Τηλ. 29036 OTHELLO (Ρωσσικό φίλμ, εἰς τὴν ἀγγλικὴν γλῶσσαν) — [244, 175, 454, 200]
ad-venue: «ΛΑ ΚΟΥΕΡΤΑ» — [95, 2080, 381, 2120]
arrests-text: Τήν τρίτην πρωΐαν χθές 35 ἐξαιματικοί καί 500 ὄδεχοι τῆς ἀστυνομίας ἐκύκλωσαν ἀδιεξόδους τῆς περιοχῆς Καρμούζ καί συνέλαβον 40 ἄτομα ὑπόπτου διαγωγῆς. Εἰς τήν κατοχήν τῶν συλληφθέντων εὑρέθησαν ὅπλα, μαχαίρια καί ναρκωτικά. Ἡ ἐπιχείρησις διήρκεσεν ἐπί τρεῖς ὥρας. — [738, 716, 919, 866]
column-society — [482, 38, 722, 2231]
funeral-family: Ὁ Κος καί ἡ Κα Παναγ. Κ. Κώστα — [482, 742, 661, 755]
bottom-stories — [1128, 1581, 1590, 1856]
alumni-title: ΣΥΛΛΟΓΟΣ ΕΛΛΗΝΩΝ ΑΠΟΦΟΙΤΩΝ — [1365, 1009, 1590, 1044]
